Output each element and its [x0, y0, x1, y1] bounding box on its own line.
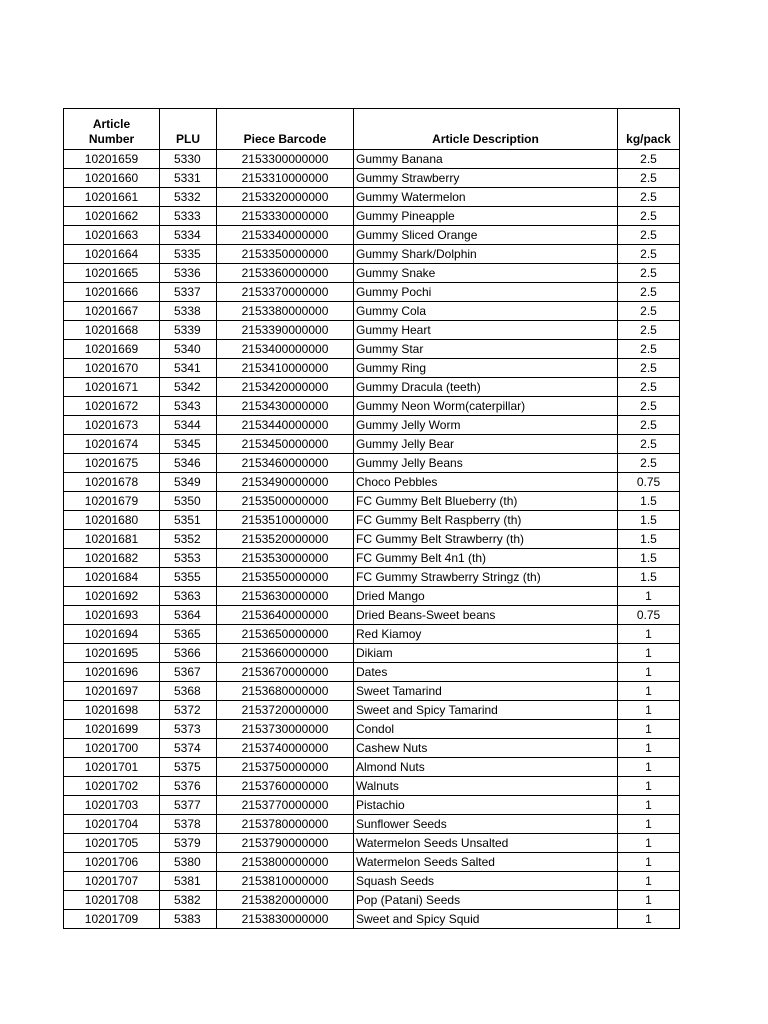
cell-article-description: Dried Beans-Sweet beans	[354, 606, 618, 625]
cell-kg-pack: 1	[618, 796, 680, 815]
header-article-description: Article Description	[354, 109, 618, 150]
cell-article-number: 10201667	[64, 302, 160, 321]
cell-kg-pack: 0.75	[618, 606, 680, 625]
cell-kg-pack: 2.5	[618, 435, 680, 454]
cell-kg-pack: 1	[618, 625, 680, 644]
table-row	[64, 568, 680, 587]
cell-plu: 5353	[160, 549, 217, 568]
article-table	[63, 108, 680, 929]
cell-piece-barcode: 2153510000000	[217, 511, 354, 530]
cell-plu: 5336	[160, 264, 217, 283]
cell-plu: 5340	[160, 340, 217, 359]
cell-plu: 5378	[160, 815, 217, 834]
header-article-number-label: Article Number	[88, 117, 135, 146]
cell-article-number: 10201700	[64, 739, 160, 758]
table-body	[64, 150, 680, 929]
header-row	[64, 109, 680, 150]
cell-piece-barcode: 2153440000000	[217, 416, 354, 435]
cell-article-description: Gummy Strawberry	[354, 169, 618, 188]
table-row	[64, 435, 680, 454]
cell-piece-barcode: 2153550000000	[217, 568, 354, 587]
cell-article-description: Gummy Jelly Bear	[354, 435, 618, 454]
cell-article-number: 10201701	[64, 758, 160, 777]
cell-article-number: 10201661	[64, 188, 160, 207]
cell-kg-pack: 1	[618, 891, 680, 910]
cell-kg-pack: 2.5	[618, 340, 680, 359]
cell-piece-barcode: 2153340000000	[217, 226, 354, 245]
cell-piece-barcode: 2153780000000	[217, 815, 354, 834]
cell-plu: 5366	[160, 644, 217, 663]
cell-kg-pack: 2.5	[618, 359, 680, 378]
table-row	[64, 226, 680, 245]
cell-kg-pack: 1	[618, 872, 680, 891]
cell-article-number: 10201703	[64, 796, 160, 815]
cell-kg-pack: 2.5	[618, 397, 680, 416]
cell-piece-barcode: 2153380000000	[217, 302, 354, 321]
table-row	[64, 283, 680, 302]
table-row	[64, 701, 680, 720]
cell-article-description: Watermelon Seeds Unsalted	[354, 834, 618, 853]
cell-article-description: Gummy Heart	[354, 321, 618, 340]
cell-piece-barcode: 2153530000000	[217, 549, 354, 568]
cell-article-number: 10201674	[64, 435, 160, 454]
cell-article-description: Red Kiamoy	[354, 625, 618, 644]
cell-piece-barcode: 2153680000000	[217, 682, 354, 701]
cell-kg-pack: 2.5	[618, 302, 680, 321]
cell-article-number: 10201702	[64, 777, 160, 796]
table-row	[64, 321, 680, 340]
header-article-number	[64, 109, 160, 150]
cell-article-description: Watermelon Seeds Salted	[354, 853, 618, 872]
cell-plu: 5335	[160, 245, 217, 264]
cell-article-number: 10201660	[64, 169, 160, 188]
cell-piece-barcode: 2153720000000	[217, 701, 354, 720]
table-row	[64, 815, 680, 834]
cell-article-description: Sweet Tamarind	[354, 682, 618, 701]
cell-article-description: Gummy Dracula (teeth)	[354, 378, 618, 397]
cell-article-description: Gummy Snake	[354, 264, 618, 283]
cell-article-number: 10201681	[64, 530, 160, 549]
cell-article-number: 10201662	[64, 207, 160, 226]
cell-article-description: Gummy Star	[354, 340, 618, 359]
cell-kg-pack: 1	[618, 720, 680, 739]
table-row	[64, 663, 680, 682]
table-row	[64, 625, 680, 644]
cell-piece-barcode: 2153500000000	[217, 492, 354, 511]
cell-article-description: Gummy Jelly Beans	[354, 454, 618, 473]
header-plu: PLU	[160, 109, 217, 150]
table-row	[64, 397, 680, 416]
cell-article-description: Condol	[354, 720, 618, 739]
cell-article-number: 10201664	[64, 245, 160, 264]
cell-kg-pack: 1.5	[618, 511, 680, 530]
cell-piece-barcode: 2153630000000	[217, 587, 354, 606]
cell-article-number: 10201696	[64, 663, 160, 682]
cell-article-number: 10201693	[64, 606, 160, 625]
table-row	[64, 644, 680, 663]
table-row	[64, 834, 680, 853]
table-row	[64, 606, 680, 625]
cell-plu: 5339	[160, 321, 217, 340]
cell-piece-barcode: 2153670000000	[217, 663, 354, 682]
cell-article-number: 10201678	[64, 473, 160, 492]
table-row	[64, 758, 680, 777]
header-piece-barcode: Piece Barcode	[217, 109, 354, 150]
header-kg-pack: kg/pack	[618, 109, 680, 150]
cell-plu: 5364	[160, 606, 217, 625]
cell-piece-barcode: 2153390000000	[217, 321, 354, 340]
table-row	[64, 530, 680, 549]
cell-article-number: 10201682	[64, 549, 160, 568]
cell-piece-barcode: 2153430000000	[217, 397, 354, 416]
cell-kg-pack: 1	[618, 682, 680, 701]
cell-article-number: 10201670	[64, 359, 160, 378]
table-row	[64, 359, 680, 378]
cell-article-description: Sweet and Spicy Tamarind	[354, 701, 618, 720]
cell-kg-pack: 2.5	[618, 207, 680, 226]
table-row	[64, 910, 680, 929]
table-row	[64, 169, 680, 188]
cell-article-number: 10201665	[64, 264, 160, 283]
cell-article-description: Walnuts	[354, 777, 618, 796]
cell-article-description: FC Gummy Belt Blueberry (th)	[354, 492, 618, 511]
cell-article-description: Choco Pebbles	[354, 473, 618, 492]
cell-article-description: Sweet and Spicy Squid	[354, 910, 618, 929]
cell-kg-pack: 2.5	[618, 321, 680, 340]
cell-plu: 5346	[160, 454, 217, 473]
cell-piece-barcode: 2153400000000	[217, 340, 354, 359]
cell-article-description: Squash Seeds	[354, 872, 618, 891]
table-row	[64, 853, 680, 872]
table-row	[64, 739, 680, 758]
cell-article-number: 10201706	[64, 853, 160, 872]
cell-plu: 5383	[160, 910, 217, 929]
cell-plu: 5352	[160, 530, 217, 549]
cell-plu: 5331	[160, 169, 217, 188]
cell-article-number: 10201698	[64, 701, 160, 720]
cell-plu: 5349	[160, 473, 217, 492]
table-row	[64, 454, 680, 473]
cell-article-number: 10201695	[64, 644, 160, 663]
cell-kg-pack: 1	[618, 587, 680, 606]
cell-plu: 5355	[160, 568, 217, 587]
cell-kg-pack: 1	[618, 663, 680, 682]
table-row	[64, 872, 680, 891]
table-row	[64, 188, 680, 207]
cell-article-number: 10201680	[64, 511, 160, 530]
table-row	[64, 682, 680, 701]
cell-article-description: Pop (Patani) Seeds	[354, 891, 618, 910]
table-row	[64, 777, 680, 796]
cell-article-number: 10201673	[64, 416, 160, 435]
cell-article-description: Gummy Watermelon	[354, 188, 618, 207]
cell-article-description: Sunflower Seeds	[354, 815, 618, 834]
cell-plu: 5376	[160, 777, 217, 796]
cell-kg-pack: 1	[618, 777, 680, 796]
cell-plu: 5375	[160, 758, 217, 777]
cell-plu: 5372	[160, 701, 217, 720]
cell-article-description: Gummy Jelly Worm	[354, 416, 618, 435]
cell-kg-pack: 1	[618, 834, 680, 853]
table-row	[64, 492, 680, 511]
cell-article-number: 10201708	[64, 891, 160, 910]
cell-plu: 5342	[160, 378, 217, 397]
cell-article-description: Cashew Nuts	[354, 739, 618, 758]
cell-article-number: 10201684	[64, 568, 160, 587]
cell-piece-barcode: 2153760000000	[217, 777, 354, 796]
cell-article-number: 10201666	[64, 283, 160, 302]
cell-piece-barcode: 2153410000000	[217, 359, 354, 378]
cell-piece-barcode: 2153450000000	[217, 435, 354, 454]
cell-article-description: FC Gummy Belt Raspberry (th)	[354, 511, 618, 530]
cell-plu: 5365	[160, 625, 217, 644]
cell-kg-pack: 2.5	[618, 378, 680, 397]
cell-plu: 5350	[160, 492, 217, 511]
cell-piece-barcode: 2153660000000	[217, 644, 354, 663]
cell-article-description: Gummy Sliced Orange	[354, 226, 618, 245]
cell-piece-barcode: 2153520000000	[217, 530, 354, 549]
cell-article-description: Pistachio	[354, 796, 618, 815]
table-row	[64, 511, 680, 530]
cell-plu: 5363	[160, 587, 217, 606]
cell-article-description: FC Gummy Strawberry Stringz (th)	[354, 568, 618, 587]
cell-plu: 5343	[160, 397, 217, 416]
cell-piece-barcode: 2153750000000	[217, 758, 354, 777]
table-row	[64, 207, 680, 226]
table-row	[64, 587, 680, 606]
cell-plu: 5377	[160, 796, 217, 815]
cell-piece-barcode: 2153810000000	[217, 872, 354, 891]
table-row	[64, 416, 680, 435]
table-row	[64, 720, 680, 739]
cell-article-description: Gummy Pineapple	[354, 207, 618, 226]
cell-article-number: 10201675	[64, 454, 160, 473]
cell-kg-pack: 2.5	[618, 150, 680, 169]
table-row	[64, 302, 680, 321]
cell-plu: 5334	[160, 226, 217, 245]
table-row	[64, 891, 680, 910]
cell-article-number: 10201694	[64, 625, 160, 644]
table-row	[64, 473, 680, 492]
cell-article-description: Almond Nuts	[354, 758, 618, 777]
cell-article-number: 10201692	[64, 587, 160, 606]
cell-article-description: Gummy Pochi	[354, 283, 618, 302]
cell-plu: 5338	[160, 302, 217, 321]
cell-plu: 5382	[160, 891, 217, 910]
cell-piece-barcode: 2153370000000	[217, 283, 354, 302]
cell-piece-barcode: 2153420000000	[217, 378, 354, 397]
cell-plu: 5337	[160, 283, 217, 302]
cell-article-number: 10201699	[64, 720, 160, 739]
cell-kg-pack: 1	[618, 739, 680, 758]
cell-article-number: 10201668	[64, 321, 160, 340]
cell-kg-pack: 1	[618, 853, 680, 872]
cell-piece-barcode: 2153330000000	[217, 207, 354, 226]
cell-plu: 5379	[160, 834, 217, 853]
cell-plu: 5374	[160, 739, 217, 758]
cell-piece-barcode: 2153730000000	[217, 720, 354, 739]
cell-article-number: 10201672	[64, 397, 160, 416]
cell-plu: 5351	[160, 511, 217, 530]
cell-article-number: 10201707	[64, 872, 160, 891]
cell-article-description: Dates	[354, 663, 618, 682]
cell-plu: 5381	[160, 872, 217, 891]
cell-plu: 5332	[160, 188, 217, 207]
cell-article-number: 10201704	[64, 815, 160, 834]
cell-article-description: Gummy Neon Worm(caterpillar)	[354, 397, 618, 416]
cell-article-number: 10201709	[64, 910, 160, 929]
cell-kg-pack: 1.5	[618, 530, 680, 549]
cell-kg-pack: 2.5	[618, 226, 680, 245]
cell-kg-pack: 2.5	[618, 188, 680, 207]
cell-piece-barcode: 2153830000000	[217, 910, 354, 929]
cell-article-description: FC Gummy Belt Strawberry (th)	[354, 530, 618, 549]
cell-kg-pack: 2.5	[618, 416, 680, 435]
cell-piece-barcode: 2153490000000	[217, 473, 354, 492]
cell-kg-pack: 2.5	[618, 264, 680, 283]
cell-article-description: Gummy Ring	[354, 359, 618, 378]
cell-piece-barcode: 2153360000000	[217, 264, 354, 283]
cell-kg-pack: 1	[618, 644, 680, 663]
cell-plu: 5333	[160, 207, 217, 226]
cell-piece-barcode: 2153790000000	[217, 834, 354, 853]
table-row	[64, 549, 680, 568]
table-row	[64, 264, 680, 283]
cell-kg-pack: 1.5	[618, 568, 680, 587]
cell-kg-pack: 2.5	[618, 283, 680, 302]
cell-piece-barcode: 2153640000000	[217, 606, 354, 625]
cell-article-description: Dried Mango	[354, 587, 618, 606]
cell-article-number: 10201663	[64, 226, 160, 245]
cell-article-description: Gummy Cola	[354, 302, 618, 321]
cell-piece-barcode: 2153310000000	[217, 169, 354, 188]
cell-kg-pack: 1	[618, 758, 680, 777]
cell-article-description: Gummy Banana	[354, 150, 618, 169]
cell-kg-pack: 2.5	[618, 169, 680, 188]
cell-plu: 5330	[160, 150, 217, 169]
cell-plu: 5341	[160, 359, 217, 378]
cell-article-number: 10201705	[64, 834, 160, 853]
cell-article-description: Dikiam	[354, 644, 618, 663]
cell-piece-barcode: 2153350000000	[217, 245, 354, 264]
cell-piece-barcode: 2153320000000	[217, 188, 354, 207]
cell-article-number: 10201697	[64, 682, 160, 701]
cell-article-description: Gummy Shark/Dolphin	[354, 245, 618, 264]
cell-plu: 5345	[160, 435, 217, 454]
cell-article-number: 10201671	[64, 378, 160, 397]
cell-kg-pack: 1	[618, 910, 680, 929]
cell-kg-pack: 2.5	[618, 454, 680, 473]
cell-kg-pack: 1	[618, 815, 680, 834]
cell-plu: 5367	[160, 663, 217, 682]
cell-plu: 5373	[160, 720, 217, 739]
cell-article-number: 10201679	[64, 492, 160, 511]
cell-kg-pack: 2.5	[618, 245, 680, 264]
cell-piece-barcode: 2153800000000	[217, 853, 354, 872]
table-row	[64, 378, 680, 397]
cell-article-number: 10201669	[64, 340, 160, 359]
table-row	[64, 340, 680, 359]
cell-piece-barcode: 2153300000000	[217, 150, 354, 169]
table-row	[64, 245, 680, 264]
cell-piece-barcode: 2153770000000	[217, 796, 354, 815]
cell-plu: 5380	[160, 853, 217, 872]
cell-article-description: FC Gummy Belt 4n1 (th)	[354, 549, 618, 568]
table-row	[64, 150, 680, 169]
cell-piece-barcode: 2153820000000	[217, 891, 354, 910]
cell-kg-pack: 1	[618, 701, 680, 720]
cell-piece-barcode: 2153740000000	[217, 739, 354, 758]
cell-piece-barcode: 2153650000000	[217, 625, 354, 644]
cell-piece-barcode: 2153460000000	[217, 454, 354, 473]
table-row	[64, 796, 680, 815]
cell-plu: 5344	[160, 416, 217, 435]
cell-kg-pack: 1.5	[618, 492, 680, 511]
cell-kg-pack: 1.5	[618, 549, 680, 568]
cell-kg-pack: 0.75	[618, 473, 680, 492]
cell-plu: 5368	[160, 682, 217, 701]
cell-article-number: 10201659	[64, 150, 160, 169]
